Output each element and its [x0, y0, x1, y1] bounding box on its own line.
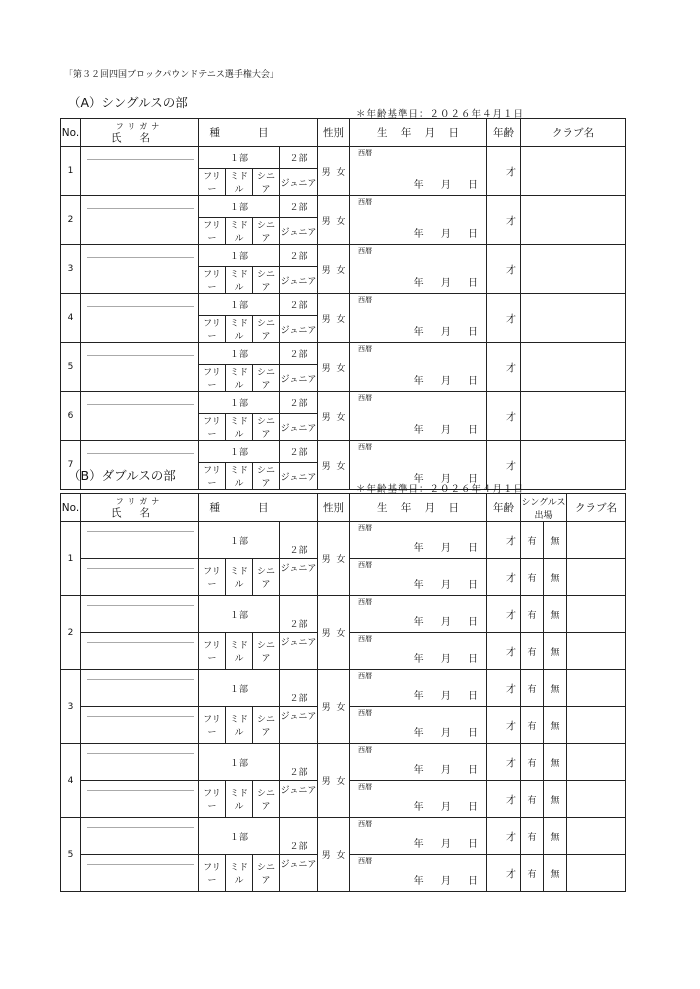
d-header-singles-1: シングルス — [521, 497, 566, 508]
header-name — [81, 119, 199, 147]
birthdate-field-2[interactable] — [350, 633, 487, 670]
free-option[interactable]: フリー — [199, 365, 226, 392]
club-field[interactable] — [521, 343, 626, 392]
singles-row — [61, 294, 626, 316]
header-sex: 性別 — [318, 119, 350, 147]
senior-option[interactable]: シニア — [253, 365, 280, 392]
furigana-line — [87, 355, 194, 356]
doubles-name-field-1[interactable] — [81, 596, 199, 633]
singles-entry-no-2[interactable]: 無 — [544, 633, 567, 670]
free-option[interactable]: フリー — [199, 316, 226, 343]
doubles-row-no: 2 — [61, 596, 81, 670]
div1-option[interactable]: １部 — [199, 670, 280, 707]
birthdate-field[interactable] — [350, 392, 487, 441]
d-header-category: 種目 — [199, 494, 318, 522]
d-header-shimei: 氏名 — [111, 506, 168, 519]
singles-row-no: 6 — [61, 392, 81, 441]
document-title: 「第３２回四国ブロックパウンドテニス選手権大会」 — [64, 70, 279, 80]
singles-entry-no-2[interactable]: 無 — [544, 855, 567, 892]
age-field[interactable] — [487, 343, 521, 392]
senior-option[interactable]: シニア — [253, 707, 280, 744]
singles-row — [61, 441, 626, 463]
seireki-label: 西暦 — [358, 247, 372, 255]
furigana-line — [87, 642, 194, 643]
ymd-label: 年 月 日 — [413, 617, 478, 628]
div2-option[interactable]: ２部 — [280, 818, 318, 855]
furigana-line — [87, 679, 194, 680]
sex-option[interactable]: 男 女 — [318, 343, 350, 392]
singles-name-field[interactable] — [81, 245, 199, 294]
seireki-label: 西暦 — [358, 709, 372, 717]
doubles-row-no: 4 — [61, 744, 81, 818]
div2-option[interactable]: ２部 — [280, 522, 318, 559]
seireki-label: 西暦 — [358, 345, 372, 353]
birthdate-field-1[interactable] — [350, 670, 487, 707]
singles-row — [61, 196, 626, 218]
header-shimei: 氏名 — [111, 131, 168, 144]
ymd-label: 年 月 日 — [413, 180, 478, 191]
singles-entry-yes-2[interactable]: 有 — [521, 633, 544, 670]
doubles-age-basis: ＊年齢基準日：２０２６年４月１日 — [356, 484, 525, 495]
seireki-label: 西暦 — [358, 149, 372, 157]
seireki-label: 西暦 — [358, 820, 372, 828]
furigana-line — [87, 790, 194, 791]
free-option[interactable]: フリー — [199, 559, 226, 596]
div2-option[interactable]: ２部 — [280, 392, 318, 414]
age-field-1[interactable] — [487, 744, 521, 781]
doubles-name-field-1[interactable] — [81, 670, 199, 707]
sai-label: 才 — [506, 610, 516, 622]
middle-option[interactable]: ミドル — [226, 365, 253, 392]
seireki-label: 西暦 — [358, 783, 372, 791]
middle-option[interactable]: ミドル — [226, 463, 253, 490]
junior-option[interactable]: ジュニア — [280, 781, 318, 818]
sex-option[interactable]: 男 女 — [318, 596, 350, 670]
free-option[interactable]: フリー — [199, 414, 226, 441]
club-field-1[interactable] — [567, 818, 626, 855]
div2-option[interactable]: ２部 — [280, 670, 318, 707]
sai-label: 才 — [506, 684, 516, 696]
div1-option[interactable]: １部 — [199, 245, 280, 267]
birthdate-field-2[interactable] — [350, 707, 487, 744]
junior-option[interactable]: ジュニア — [280, 169, 318, 196]
age-field-2[interactable] — [487, 633, 521, 670]
club-field[interactable] — [521, 294, 626, 343]
d-header-furigana: フリガナ — [115, 496, 164, 506]
sai-label: 才 — [506, 573, 516, 585]
div1-option[interactable]: １部 — [199, 441, 280, 463]
junior-option[interactable]: ジュニア — [280, 707, 318, 744]
free-option[interactable]: フリー — [199, 267, 226, 294]
singles-row-no: 1 — [61, 147, 81, 196]
furigana-line — [87, 605, 194, 606]
furigana-line — [87, 306, 194, 307]
d-header-singles-2: 出場 — [534, 510, 553, 521]
sex-option[interactable]: 男 女 — [318, 245, 350, 294]
ymd-label: 年 月 日 — [413, 580, 478, 591]
free-option[interactable]: フリー — [199, 218, 226, 245]
middle-option[interactable]: ミドル — [226, 316, 253, 343]
div1-option[interactable]: １部 — [199, 596, 280, 633]
ymd-label: 年 月 日 — [413, 425, 478, 436]
doubles-row-no: 5 — [61, 818, 81, 892]
seireki-label: 西暦 — [358, 672, 372, 680]
singles-row — [61, 245, 626, 267]
sai-label: 才 — [506, 721, 516, 733]
middle-option[interactable]: ミドル — [226, 707, 253, 744]
d-header-no: No. — [61, 494, 81, 522]
doubles-row — [61, 670, 626, 689]
div1-option[interactable]: １部 — [199, 744, 280, 781]
header-no: No. — [61, 119, 81, 147]
age-field-1[interactable] — [487, 670, 521, 707]
singles-entry-yes-2[interactable]: 有 — [521, 855, 544, 892]
club-field-2[interactable] — [567, 633, 626, 670]
seireki-label: 西暦 — [358, 857, 372, 865]
singles-entry-yes-1[interactable]: 有 — [521, 522, 544, 559]
junior-option[interactable]: ジュニア — [280, 414, 318, 441]
sai-label: 才 — [506, 363, 516, 375]
d-header-name — [81, 494, 199, 522]
ymd-label: 年 月 日 — [413, 278, 478, 289]
club-field-2[interactable] — [567, 855, 626, 892]
free-option[interactable]: フリー — [199, 633, 226, 670]
singles-row-no: 7 — [61, 441, 81, 490]
furigana-line — [87, 257, 194, 258]
singles-name-field[interactable] — [81, 392, 199, 441]
age-field[interactable] — [487, 147, 521, 196]
singles-entry-yes-1[interactable]: 有 — [521, 744, 544, 781]
ymd-label: 年 月 日 — [413, 327, 478, 338]
doubles-name-field-2[interactable] — [81, 707, 199, 744]
junior-option[interactable]: ジュニア — [280, 633, 318, 670]
singles-entry-yes-2[interactable]: 有 — [521, 781, 544, 818]
free-option[interactable]: フリー — [199, 463, 226, 490]
singles-row — [61, 343, 626, 365]
singles-entry-no-1[interactable]: 無 — [544, 744, 567, 781]
club-field[interactable] — [521, 441, 626, 490]
senior-option[interactable]: シニア — [253, 316, 280, 343]
doubles-name-field-2[interactable] — [81, 559, 199, 596]
ymd-label: 年 月 日 — [413, 376, 478, 387]
header-furigana: フリガナ — [115, 121, 164, 131]
ymd-label: 年 月 日 — [413, 765, 478, 776]
middle-option[interactable]: ミドル — [226, 559, 253, 596]
age-field-2[interactable] — [487, 781, 521, 818]
birthdate-field[interactable] — [350, 147, 487, 196]
junior-option[interactable]: ジュニア — [280, 463, 318, 490]
doubles-row — [61, 818, 626, 837]
club-field-1[interactable] — [567, 744, 626, 781]
ymd-label: 年 月 日 — [413, 474, 478, 485]
age-field[interactable] — [487, 196, 521, 245]
senior-option[interactable]: シニア — [253, 559, 280, 596]
senior-option[interactable]: シニア — [253, 855, 280, 892]
junior-option[interactable]: ジュニア — [280, 316, 318, 343]
div1-option[interactable]: １部 — [199, 392, 280, 414]
furigana-line — [87, 404, 194, 405]
age-field-2[interactable] — [487, 707, 521, 744]
ymd-label: 年 月 日 — [413, 654, 478, 665]
furigana-line — [87, 753, 194, 754]
seireki-label: 西暦 — [358, 296, 372, 304]
seireki-label: 西暦 — [358, 524, 372, 532]
age-field-2[interactable] — [487, 559, 521, 596]
doubles-row — [61, 744, 626, 763]
furigana-line — [87, 716, 194, 717]
div2-option[interactable]: ２部 — [280, 343, 318, 365]
birthdate-field-2[interactable] — [350, 559, 487, 596]
birthdate-field-1[interactable] — [350, 744, 487, 781]
d-header-club: クラブ名 — [567, 494, 626, 522]
sai-label: 才 — [506, 412, 516, 424]
age-field[interactable] — [487, 294, 521, 343]
club-field-1[interactable] — [567, 522, 626, 559]
doubles-name-field-1[interactable] — [81, 744, 199, 781]
sex-option[interactable]: 男 女 — [318, 392, 350, 441]
doubles-row — [61, 596, 626, 615]
singles-entry-yes-1[interactable]: 有 — [521, 818, 544, 855]
free-option[interactable]: フリー — [199, 707, 226, 744]
seireki-label: 西暦 — [358, 443, 372, 451]
header-club: クラブ名 — [521, 119, 626, 147]
div2-option[interactable]: ２部 — [280, 744, 318, 781]
doubles-name-field-2[interactable] — [81, 855, 199, 892]
birthdate-field[interactable] — [350, 245, 487, 294]
birthdate-field-1[interactable] — [350, 818, 487, 855]
age-field-1[interactable] — [487, 818, 521, 855]
age-field-2[interactable] — [487, 855, 521, 892]
doubles-row — [61, 522, 626, 541]
singles-row-no: 4 — [61, 294, 81, 343]
div1-option[interactable]: １部 — [199, 196, 280, 218]
furigana-line — [87, 531, 194, 532]
d-header-birthdate: 生 年 月 日 — [350, 494, 487, 522]
d-header-sex: 性別 — [318, 494, 350, 522]
singles-row — [61, 147, 626, 169]
furigana-line — [87, 864, 194, 865]
free-option[interactable]: フリー — [199, 781, 226, 818]
doubles-section-title: （B）ダブルスの部 — [68, 468, 176, 483]
doubles-name-field-1[interactable] — [81, 522, 199, 559]
junior-option[interactable]: ジュニア — [280, 365, 318, 392]
sai-label: 才 — [506, 216, 516, 228]
div1-option[interactable]: １部 — [199, 522, 280, 559]
header-category: 種目 — [199, 119, 318, 147]
sai-label: 才 — [506, 795, 516, 807]
middle-option[interactable]: ミドル — [226, 169, 253, 196]
doubles-name-field-2[interactable] — [81, 633, 199, 670]
free-option[interactable]: フリー — [199, 169, 226, 196]
singles-entry-yes-1[interactable]: 有 — [521, 670, 544, 707]
singles-name-field[interactable] — [81, 343, 199, 392]
middle-option[interactable]: ミドル — [226, 414, 253, 441]
div2-option[interactable]: ２部 — [280, 245, 318, 267]
sai-label: 才 — [506, 869, 516, 881]
senior-option[interactable]: シニア — [253, 267, 280, 294]
club-field-1[interactable] — [567, 596, 626, 633]
ymd-label: 年 月 日 — [413, 728, 478, 739]
seireki-label: 西暦 — [358, 198, 372, 206]
age-field[interactable] — [487, 245, 521, 294]
sex-option[interactable]: 男 女 — [318, 294, 350, 343]
singles-entry-yes-2[interactable]: 有 — [521, 707, 544, 744]
header-age: 年齢 — [487, 119, 521, 147]
doubles-row-no: 1 — [61, 522, 81, 596]
d-header-singles-entry — [521, 494, 567, 522]
singles-entry-no-1[interactable]: 無 — [544, 670, 567, 707]
div1-option[interactable]: １部 — [199, 294, 280, 316]
seireki-label: 西暦 — [358, 561, 372, 569]
singles-row-no: 2 — [61, 196, 81, 245]
birthdate-field-1[interactable] — [350, 596, 487, 633]
singles-entry-no-1[interactable]: 無 — [544, 596, 567, 633]
sex-option[interactable]: 男 女 — [318, 818, 350, 892]
singles-entry-yes-2[interactable]: 有 — [521, 559, 544, 596]
doubles-row-no: 3 — [61, 670, 81, 744]
seireki-label: 西暦 — [358, 746, 372, 754]
middle-option[interactable]: ミドル — [226, 781, 253, 818]
birthdate-field-2[interactable] — [350, 781, 487, 818]
ymd-label: 年 月 日 — [413, 839, 478, 850]
furigana-line — [87, 453, 194, 454]
birthdate-field-1[interactable] — [350, 522, 487, 559]
div2-option[interactable]: ２部 — [280, 294, 318, 316]
birthdate-field[interactable] — [350, 294, 487, 343]
junior-option[interactable]: ジュニア — [280, 855, 318, 892]
senior-option[interactable]: シニア — [253, 463, 280, 490]
doubles-name-field-2[interactable] — [81, 781, 199, 818]
ymd-label: 年 月 日 — [413, 802, 478, 813]
club-field[interactable] — [521, 147, 626, 196]
seireki-label: 西暦 — [358, 635, 372, 643]
furigana-line — [87, 159, 194, 160]
d-header-age: 年齢 — [487, 494, 521, 522]
birthdate-field[interactable] — [350, 343, 487, 392]
singles-entry-no-1[interactable]: 無 — [544, 522, 567, 559]
div1-option[interactable]: １部 — [199, 147, 280, 169]
header-birthdate: 生 年 月 日 — [350, 119, 487, 147]
sai-label: 才 — [506, 832, 516, 844]
middle-option[interactable]: ミドル — [226, 855, 253, 892]
furigana-line — [87, 827, 194, 828]
singles-entry-no-1[interactable]: 無 — [544, 818, 567, 855]
sai-label: 才 — [506, 265, 516, 277]
singles-entry-yes-1[interactable]: 有 — [521, 596, 544, 633]
sai-label: 才 — [506, 536, 516, 548]
sex-option[interactable]: 男 女 — [318, 744, 350, 818]
club-field[interactable] — [521, 196, 626, 245]
furigana-line — [87, 568, 194, 569]
club-field-2[interactable] — [567, 707, 626, 744]
singles-row-no: 5 — [61, 343, 81, 392]
seireki-label: 西暦 — [358, 394, 372, 402]
singles-entry-table — [60, 118, 626, 490]
club-field[interactable] — [521, 245, 626, 294]
club-field-2[interactable] — [567, 781, 626, 818]
sai-label: 才 — [506, 167, 516, 179]
club-field-1[interactable] — [567, 670, 626, 707]
sai-label: 才 — [506, 647, 516, 659]
doubles-name-field-1[interactable] — [81, 818, 199, 855]
birthdate-field[interactable] — [350, 196, 487, 245]
senior-option[interactable]: シニア — [253, 781, 280, 818]
singles-name-field[interactable] — [81, 294, 199, 343]
singles-section-title: （A）シングルスの部 — [68, 95, 188, 110]
sai-label: 才 — [506, 314, 516, 326]
junior-option[interactable]: ジュニア — [280, 218, 318, 245]
senior-option[interactable]: シニア — [253, 633, 280, 670]
sex-option[interactable]: 男 女 — [318, 522, 350, 596]
club-field-2[interactable] — [567, 559, 626, 596]
club-field[interactable] — [521, 392, 626, 441]
singles-name-field[interactable] — [81, 196, 199, 245]
singles-name-field[interactable] — [81, 147, 199, 196]
singles-age-basis: ＊年齢基準日：２０２６年４月１日 — [356, 109, 525, 120]
junior-option[interactable]: ジュニア — [280, 559, 318, 596]
singles-entry-no-2[interactable]: 無 — [544, 707, 567, 744]
div2-option[interactable]: ２部 — [280, 596, 318, 633]
age-field-1[interactable] — [487, 522, 521, 559]
age-field[interactable] — [487, 392, 521, 441]
div2-option[interactable]: ２部 — [280, 441, 318, 463]
senior-option[interactable]: シニア — [253, 414, 280, 441]
singles-entry-no-2[interactable]: 無 — [544, 781, 567, 818]
sai-label: 才 — [506, 758, 516, 770]
sex-option[interactable]: 男 女 — [318, 147, 350, 196]
ymd-label: 年 月 日 — [413, 229, 478, 240]
div1-option[interactable]: １部 — [199, 818, 280, 855]
div2-option[interactable]: ２部 — [280, 147, 318, 169]
middle-option[interactable]: ミドル — [226, 267, 253, 294]
senior-option[interactable]: シニア — [253, 169, 280, 196]
sai-label: 才 — [506, 461, 516, 473]
doubles-entry-table — [60, 493, 626, 892]
ymd-label: 年 月 日 — [413, 876, 478, 887]
senior-option[interactable]: シニア — [253, 218, 280, 245]
junior-option[interactable]: ジュニア — [280, 267, 318, 294]
ymd-label: 年 月 日 — [413, 543, 478, 554]
furigana-line — [87, 208, 194, 209]
singles-entry-no-2[interactable]: 無 — [544, 559, 567, 596]
sex-option[interactable]: 男 女 — [318, 196, 350, 245]
singles-row — [61, 392, 626, 414]
sex-option[interactable]: 男 女 — [318, 441, 350, 490]
ymd-label: 年 月 日 — [413, 691, 478, 702]
middle-option[interactable]: ミドル — [226, 633, 253, 670]
div1-option[interactable]: １部 — [199, 343, 280, 365]
sex-option[interactable]: 男 女 — [318, 670, 350, 744]
seireki-label: 西暦 — [358, 598, 372, 606]
birthdate-field-2[interactable] — [350, 855, 487, 892]
singles-row-no: 3 — [61, 245, 81, 294]
free-option[interactable]: フリー — [199, 855, 226, 892]
middle-option[interactable]: ミドル — [226, 218, 253, 245]
div2-option[interactable]: ２部 — [280, 196, 318, 218]
age-field-1[interactable] — [487, 596, 521, 633]
